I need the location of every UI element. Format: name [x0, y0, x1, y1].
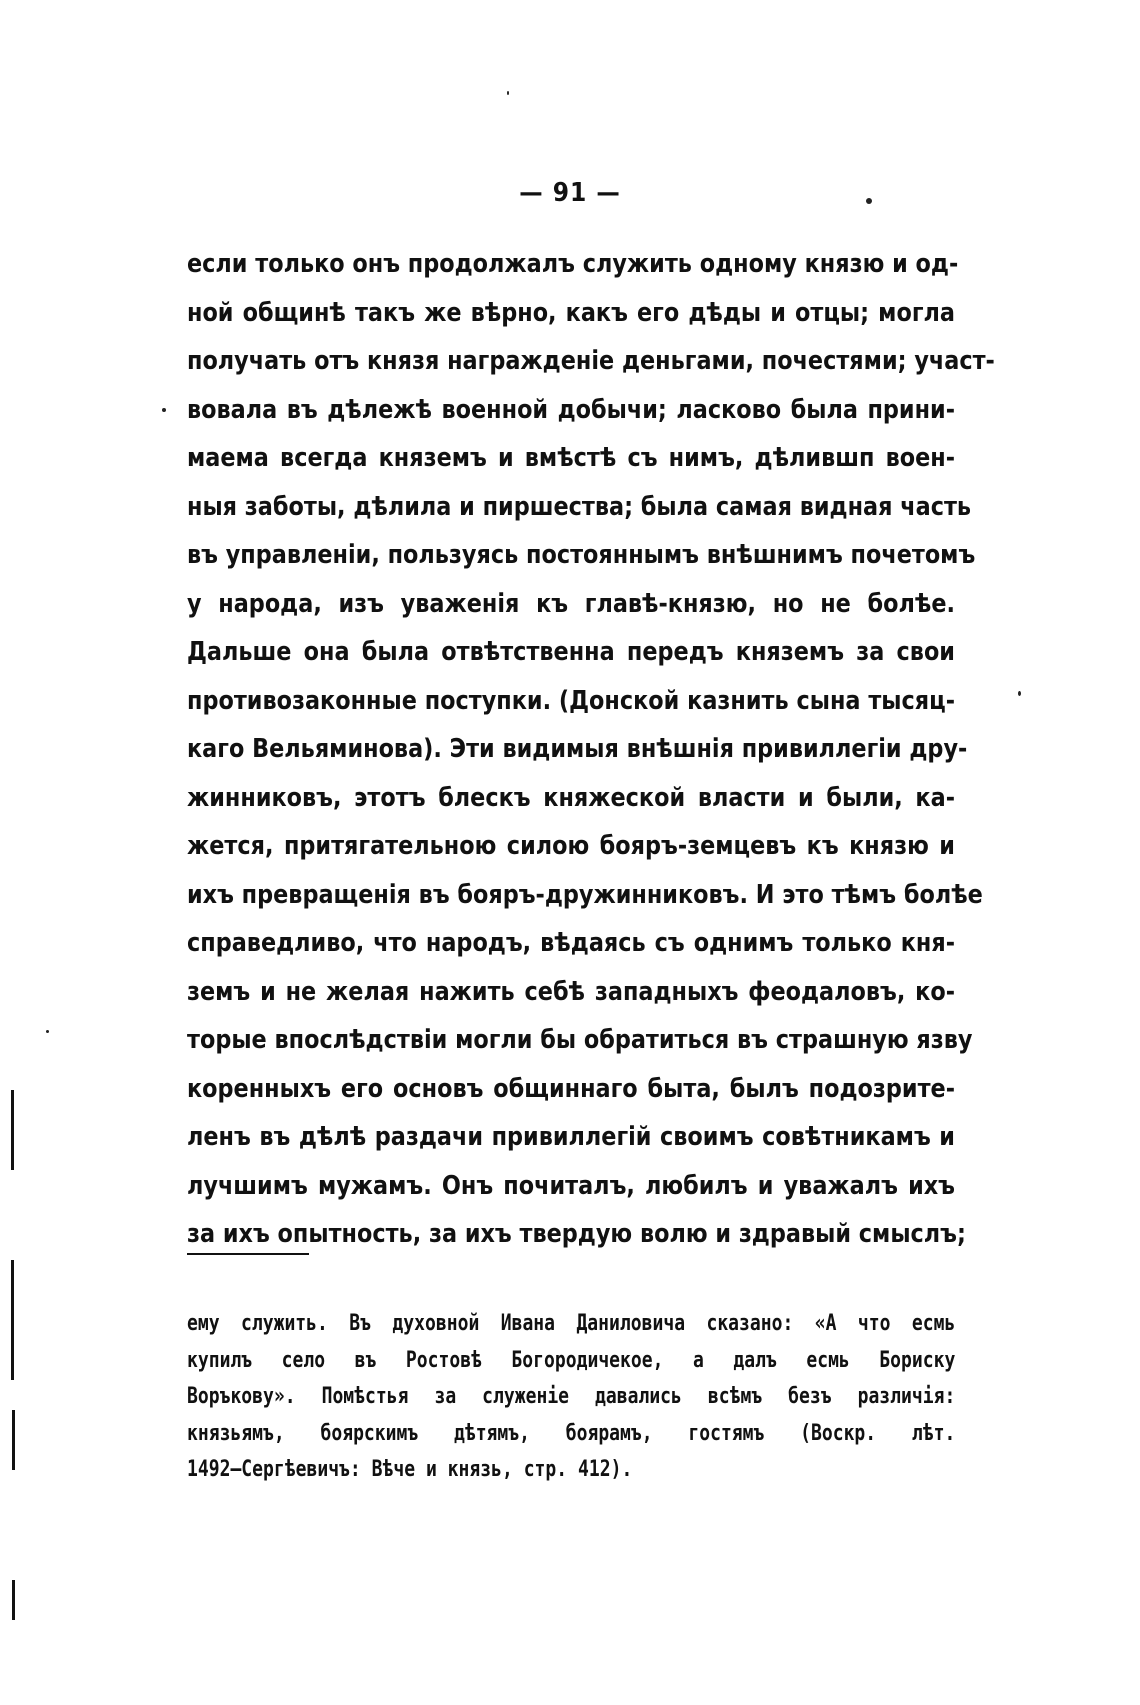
text-line: справедливо, что народъ, вѣдаясь съ однимъ только кня-: [187, 928, 955, 958]
scan-speck: [46, 1030, 49, 1033]
scan-edge-mark: [11, 1090, 14, 1170]
page-number: — 91 —: [519, 178, 621, 208]
text-line: лучшимъ мужамъ. Онъ почиталъ, любилъ и уважалъ ихъ: [187, 1170, 955, 1201]
text-line: противозаконные поступки. (Донской казнить сына тысяц-: [187, 685, 955, 716]
text-line: торые впослѣдствіи могли бы обратиться въ страшную язву: [187, 1025, 973, 1055]
text-line: вовала въ дѣлежѣ военной добычи; ласково была прини-: [187, 394, 955, 425]
scan-speck: [162, 408, 166, 412]
scan-speck: [866, 198, 872, 204]
text-line: земъ и не желая нажить себѣ западныхъ феодаловъ, ко-: [187, 976, 955, 1007]
text-line: жинниковъ, этотъ блескъ княжеской власти и были, ка-: [187, 782, 955, 813]
footnote-line: князьямъ, боярскимъ дѣтямъ, боярамъ, гостямъ (Воскр. лѣт.: [187, 1420, 956, 1446]
text-line: маема всегда княземъ и вмѣстѣ съ нимъ, дѣлившп воен-: [187, 443, 955, 473]
text-line: получать отъ князя награжденіе деньгами, почестями; участ-: [187, 346, 995, 376]
text-line: за ихъ опытность, за ихъ твердую волю и здравый смыслъ;: [187, 1219, 966, 1249]
footnote: [187, 1306, 955, 1489]
text-line: ной общинѣ такъ же вѣрно, какъ его дѣды и отцы; могла: [187, 297, 955, 328]
text-line: Дальше она была отвѣтственна передъ княземъ за свои: [187, 637, 955, 667]
footnote-line: Воръкову». Помѣстья за служеніе давались всѣмъ безъ различія:: [187, 1384, 956, 1409]
scan-edge-mark: [11, 1260, 14, 1380]
text-line: каго Вельяминова). Эти видимыя внѣшнія привиллегіи дру-: [187, 734, 968, 764]
footnote-line: 1492—Сергѣевичъ: Вѣче и князь, стр. 412).: [187, 1457, 633, 1482]
text-line: ихъ превращенія въ бояръ-дружинниковъ. И это тѣмъ болѣе: [187, 879, 983, 910]
scan-speck: [1018, 691, 1021, 696]
text-line: ныя заботы, дѣлила и пиршества; была самая видная часть: [187, 491, 972, 522]
scan-speck: [507, 91, 509, 95]
scan-edge-mark: [12, 1580, 15, 1620]
scan-edge-mark: [12, 1410, 15, 1470]
text-line: если только онъ продолжалъ служить одному князю и од-: [187, 249, 959, 279]
text-line: жется, притягательною силою бояръ-земцевъ къ князю и: [187, 831, 955, 861]
footnote-divider: [187, 1253, 309, 1255]
text-line: ленъ въ дѣлѣ раздачи привиллегій своимъ совѣтникамъ и: [187, 1122, 955, 1152]
text-line: въ управленіи, пользуясь постояннымъ внѣшнимъ почетомъ: [187, 540, 976, 570]
text-line: коренныхъ его основъ общиннаго быта, былъ подозрите-: [187, 1073, 955, 1104]
footnote-line: ему служить. Въ духовной Ивана Даниловича сказано: «А что есмь: [187, 1311, 956, 1336]
text-line: у народа, изъ уваженія къ главѣ-князю, но не болѣе.: [187, 588, 955, 619]
main-text: [187, 240, 995, 1259]
footnote-line: купилъ село въ Ростовѣ Богородичекое, а далъ есмь Бориску: [187, 1347, 956, 1373]
